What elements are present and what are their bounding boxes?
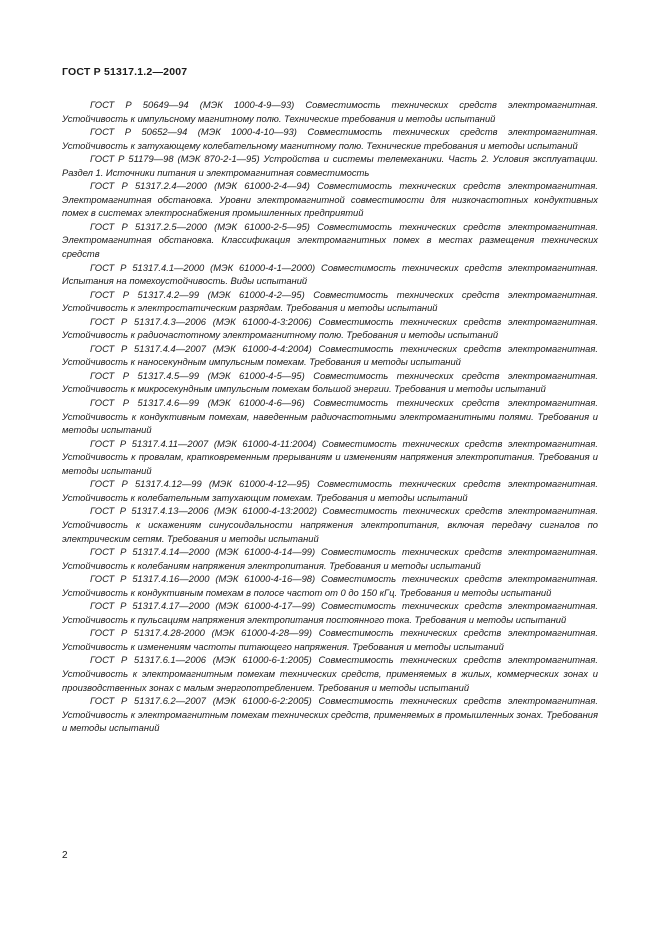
reference-entry: ГОСТ Р 51317.4.11—2007 (МЭК 61000-4-11:2004) Совместимость технических средств электромагнитная. Устойчивость к провалам, кратковременным прерываниям и изменениям напряжения электропитания. Требования и методы испытаний [62, 437, 598, 476]
reference-entry: ГОСТ Р 51317.4.12—99 (МЭК 61000-4-12—95) Совместимость технических средств электромагнитная. Устойчивость к колебательным затухающим помехам. Требования и методы испытаний [62, 478, 598, 503]
reference-entry: ГОСТ Р 51317.4.13—2006 (МЭК 61000-4-13:2002) Совместимость технических средств электромагнитная. Устойчивость к искажениям синусоидальности напряжения электропитания, включая передачу сигналов по электрическим сетям. Требования и методы испытаний [62, 505, 598, 544]
reference-entry: ГОСТ Р 51317.4.16—2000 (МЭК 61000-4-16—98) Совместимость технических средств электромагнитная. Устойчивость к кондуктивным помехам в полосе частот от 0 до 150 кГц. Требования и методы испытаний [62, 573, 598, 598]
reference-entry: ГОСТ Р 51317.6.1—2006 (МЭК 61000-6-1:2005) Совместимость технических средств электромагнитная. Устойчивость к электромагнитным помехам технических средств, применяемых в жилых, коммерческих зонах и производственных зонах с малым энергопотреблением. Требования и методы испытаний [62, 654, 598, 693]
reference-entry: ГОСТ Р 50652—94 (МЭК 1000-4-10—93) Совместимость технических средств электромагнитная. Устойчивость к затухающему колебательному магнитному полю. Технические требования и методы испытаний [62, 126, 598, 151]
page-number: 2 [62, 850, 68, 861]
reference-entry: ГОСТ Р 51317.4.4—2007 (МЭК 61000-4-4:2004) Совместимость технических средств электромагнитная. Устойчивость к наносекундным импульсным помехам. Требования и методы испытаний [62, 342, 598, 368]
reference-entry: ГОСТ Р 51317.2.4—2000 (МЭК 61000-2-4—94) Совместимость технических средств электромагнитная. Электромагнитная обстановка. Уровни электромагнитной совместимости для низкочастотных кондуктивных помех в системах электроснабжения промышленных предприятий [62, 180, 598, 219]
normative-references-list [62, 98, 598, 735]
reference-entry: ГОСТ Р 51317.4.5—99 (МЭК 61000-4-5—95) Совместимость технических средств электромагнитная. Устойчивость к микросекундным импульсным помехам большой энергии. Требования и методы испытаний [62, 369, 598, 395]
document-header: ГОСТ Р 51317.1.2—2007 [62, 66, 188, 78]
reference-entry: ГОСТ Р 51317.4.17—2000 (МЭК 61000-4-17—99) Совместимость технических средств электромагнитная. Устойчивость к пульсациям напряжения электропитания постоянного тока. Требования и методы испытаний [62, 600, 598, 625]
reference-entry: ГОСТ Р 51317.4.2—99 (МЭК 61000-4-2—95) Совместимость технических средств электромагнитная. Устойчивость к электростатическим разрядам. Требования и методы испытаний [62, 288, 598, 314]
reference-entry: ГОСТ Р 51317.6.2—2007 (МЭК 61000-6-2:2005) Совместимость технических средств электромагнитная. Устойчивость к электромагнитным помехам технических средств, применяемых в промышленных зонах. Требования и методы испытаний [62, 695, 598, 734]
reference-entry: ГОСТ Р 51317.4.28-2000 (МЭК 61000-4-28—99) Совместимость технических средств электромагнитная. Устойчивость к изменениям частоты питающего напряжения. Требования и методы испытаний [62, 627, 598, 652]
reference-entry: ГОСТ Р 51317.4.3—2006 (МЭК 61000-4-3:2006) Совместимость технических средств электромагнитная. Устойчивость к радиочастотному электромагнитному полю. Требования и методы испытаний [62, 315, 598, 341]
reference-entry: ГОСТ Р 51317.4.14—2000 (МЭК 61000-4-14—99) Совместимость технических средств электромагнитная. Устойчивость к колебаниям напряжения электропитания. Требования и методы испытаний [62, 546, 598, 571]
reference-entry: ГОСТ Р 51317.2.5—2000 (МЭК 61000-2-5—95) Совместимость технических средств электромагнитная. Электромагнитная обстановка. Классификация электромагнитных помех в местах размещения технических средств [62, 220, 598, 260]
reference-entry: ГОСТ Р 51317.4.6—99 (МЭК 61000-4-6—96) Совместимость технических средств электромагнитная. Устойчивость к кондуктивным помехам, наведенным радиочастотными электромагнитными полями. Требования и методы испытаний [62, 397, 598, 436]
reference-entry: ГОСТ Р 51179—98 (МЭК 870-2-1—95) Устройства и системы телемеханики. Часть 2. Условия эксплуатации. Раздел 1. Источники питания и электромагнитная совместимость [62, 153, 598, 178]
reference-entry: ГОСТ Р 51317.4.1—2000 (МЭК 61000-4-1—2000) Совместимость технических средств электромагнитная. Испытания на помехоустойчивость. Виды испытаний [62, 261, 598, 287]
reference-entry: ГОСТ Р 50649—94 (МЭК 1000-4-9—93) Совместимость технических средств электромагнитная. Устойчивость к импульсному магнитному полю. Технические требования и методы испытаний [62, 99, 598, 124]
